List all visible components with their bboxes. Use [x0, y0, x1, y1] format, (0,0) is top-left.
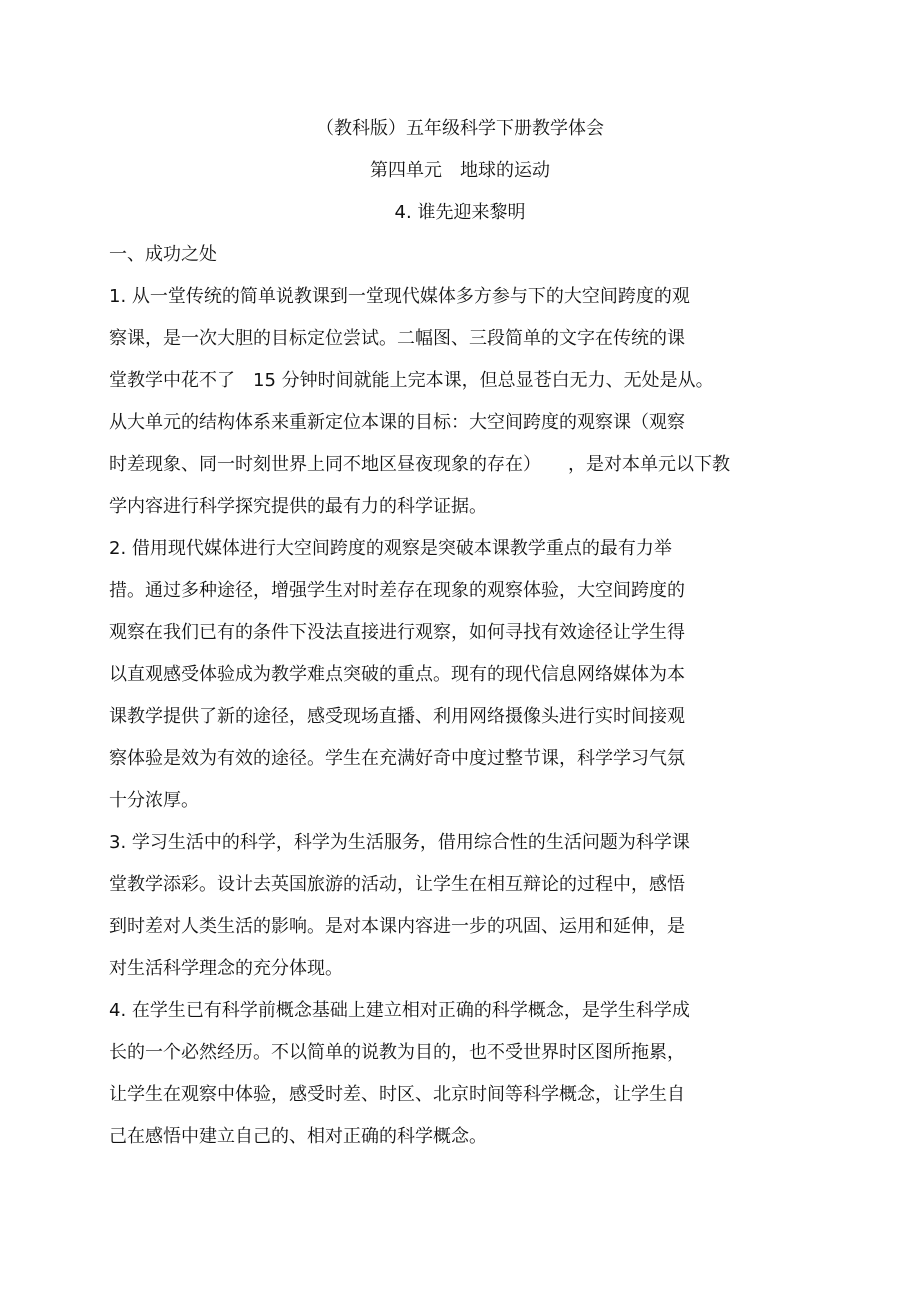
body-line: 十分浓厚。 [109, 790, 199, 811]
body-line: 长的一个必然经历。不以简单的说教为目的，也不受世界时区图所拖累， [109, 1042, 685, 1063]
body-line: 时差现象、同一时刻世界上同不地区昼夜现象的存在） ，是对本单元以下教 [109, 454, 730, 475]
body-line: 课教学提供了新的途径，感受现场直播、利用网络摄像头进行实时间接观 [109, 706, 685, 727]
body-line: 学内容进行科学探究提供的最有力的科学证据。 [109, 496, 487, 517]
body-line: 堂教学中花不了 15 分钟时间就能上完本课，但总显苍白无力、无处是从。 [109, 370, 714, 391]
section-heading: 一、成功之处 [109, 244, 217, 265]
body-line: 措。通过多种途径，增强学生对时差存在现象的观察体验，大空间跨度的 [109, 580, 685, 601]
document-title: （教科版）五年级科学下册教学体会 [316, 118, 604, 139]
body-line: 让学生在观察中体验，感受时差、时区、北京时间等科学概念，让学生自 [109, 1084, 685, 1105]
body-line: 1. 从一堂传统的简单说教课到一堂现代媒体多方参与下的大空间跨度的观 [109, 286, 690, 307]
body-line: 到时差对人类生活的影响。是对本课内容进一步的巩固、运用和延伸，是 [109, 916, 685, 937]
body-line: 察体验是效为有效的途径。学生在充满好奇中度过整节课，科学学习气氛 [109, 748, 685, 769]
body-line: 3. 学习生活中的科学，科学为生活服务，借用综合性的生活问题为科学课 [109, 832, 690, 853]
body-line: 己在感悟中建立自己的、相对正确的科学概念。 [109, 1126, 487, 1147]
body-line: 以直观感受体验成为教学难点突破的重点。现有的现代信息网络媒体为本 [109, 664, 685, 685]
body-line: 2. 借用现代媒体进行大空间跨度的观察是突破本课教学重点的最有力举 [109, 538, 672, 559]
body-line: 堂教学添彩。设计去英国旅游的活动，让学生在相互辩论的过程中，感悟 [109, 874, 685, 895]
body-line: 对生活科学理念的充分体现。 [109, 958, 343, 979]
lesson-title: 4. 谁先迎来黎明 [394, 202, 526, 223]
body-line: 察课，是一次大胆的目标定位尝试。二幅图、三段简单的文字在传统的课 [109, 328, 685, 349]
unit-title: 第四单元 地球的运动 [370, 160, 550, 181]
body-line: 观察在我们已有的条件下没法直接进行观察，如何寻找有效途径让学生得 [109, 622, 685, 643]
body-line: 4. 在学生已有科学前概念基础上建立相对正确的科学概念，是学生科学成 [109, 1000, 690, 1021]
body-line: 从大单元的结构体系来重新定位本课的目标：大空间跨度的观察课（观察 [109, 412, 685, 433]
